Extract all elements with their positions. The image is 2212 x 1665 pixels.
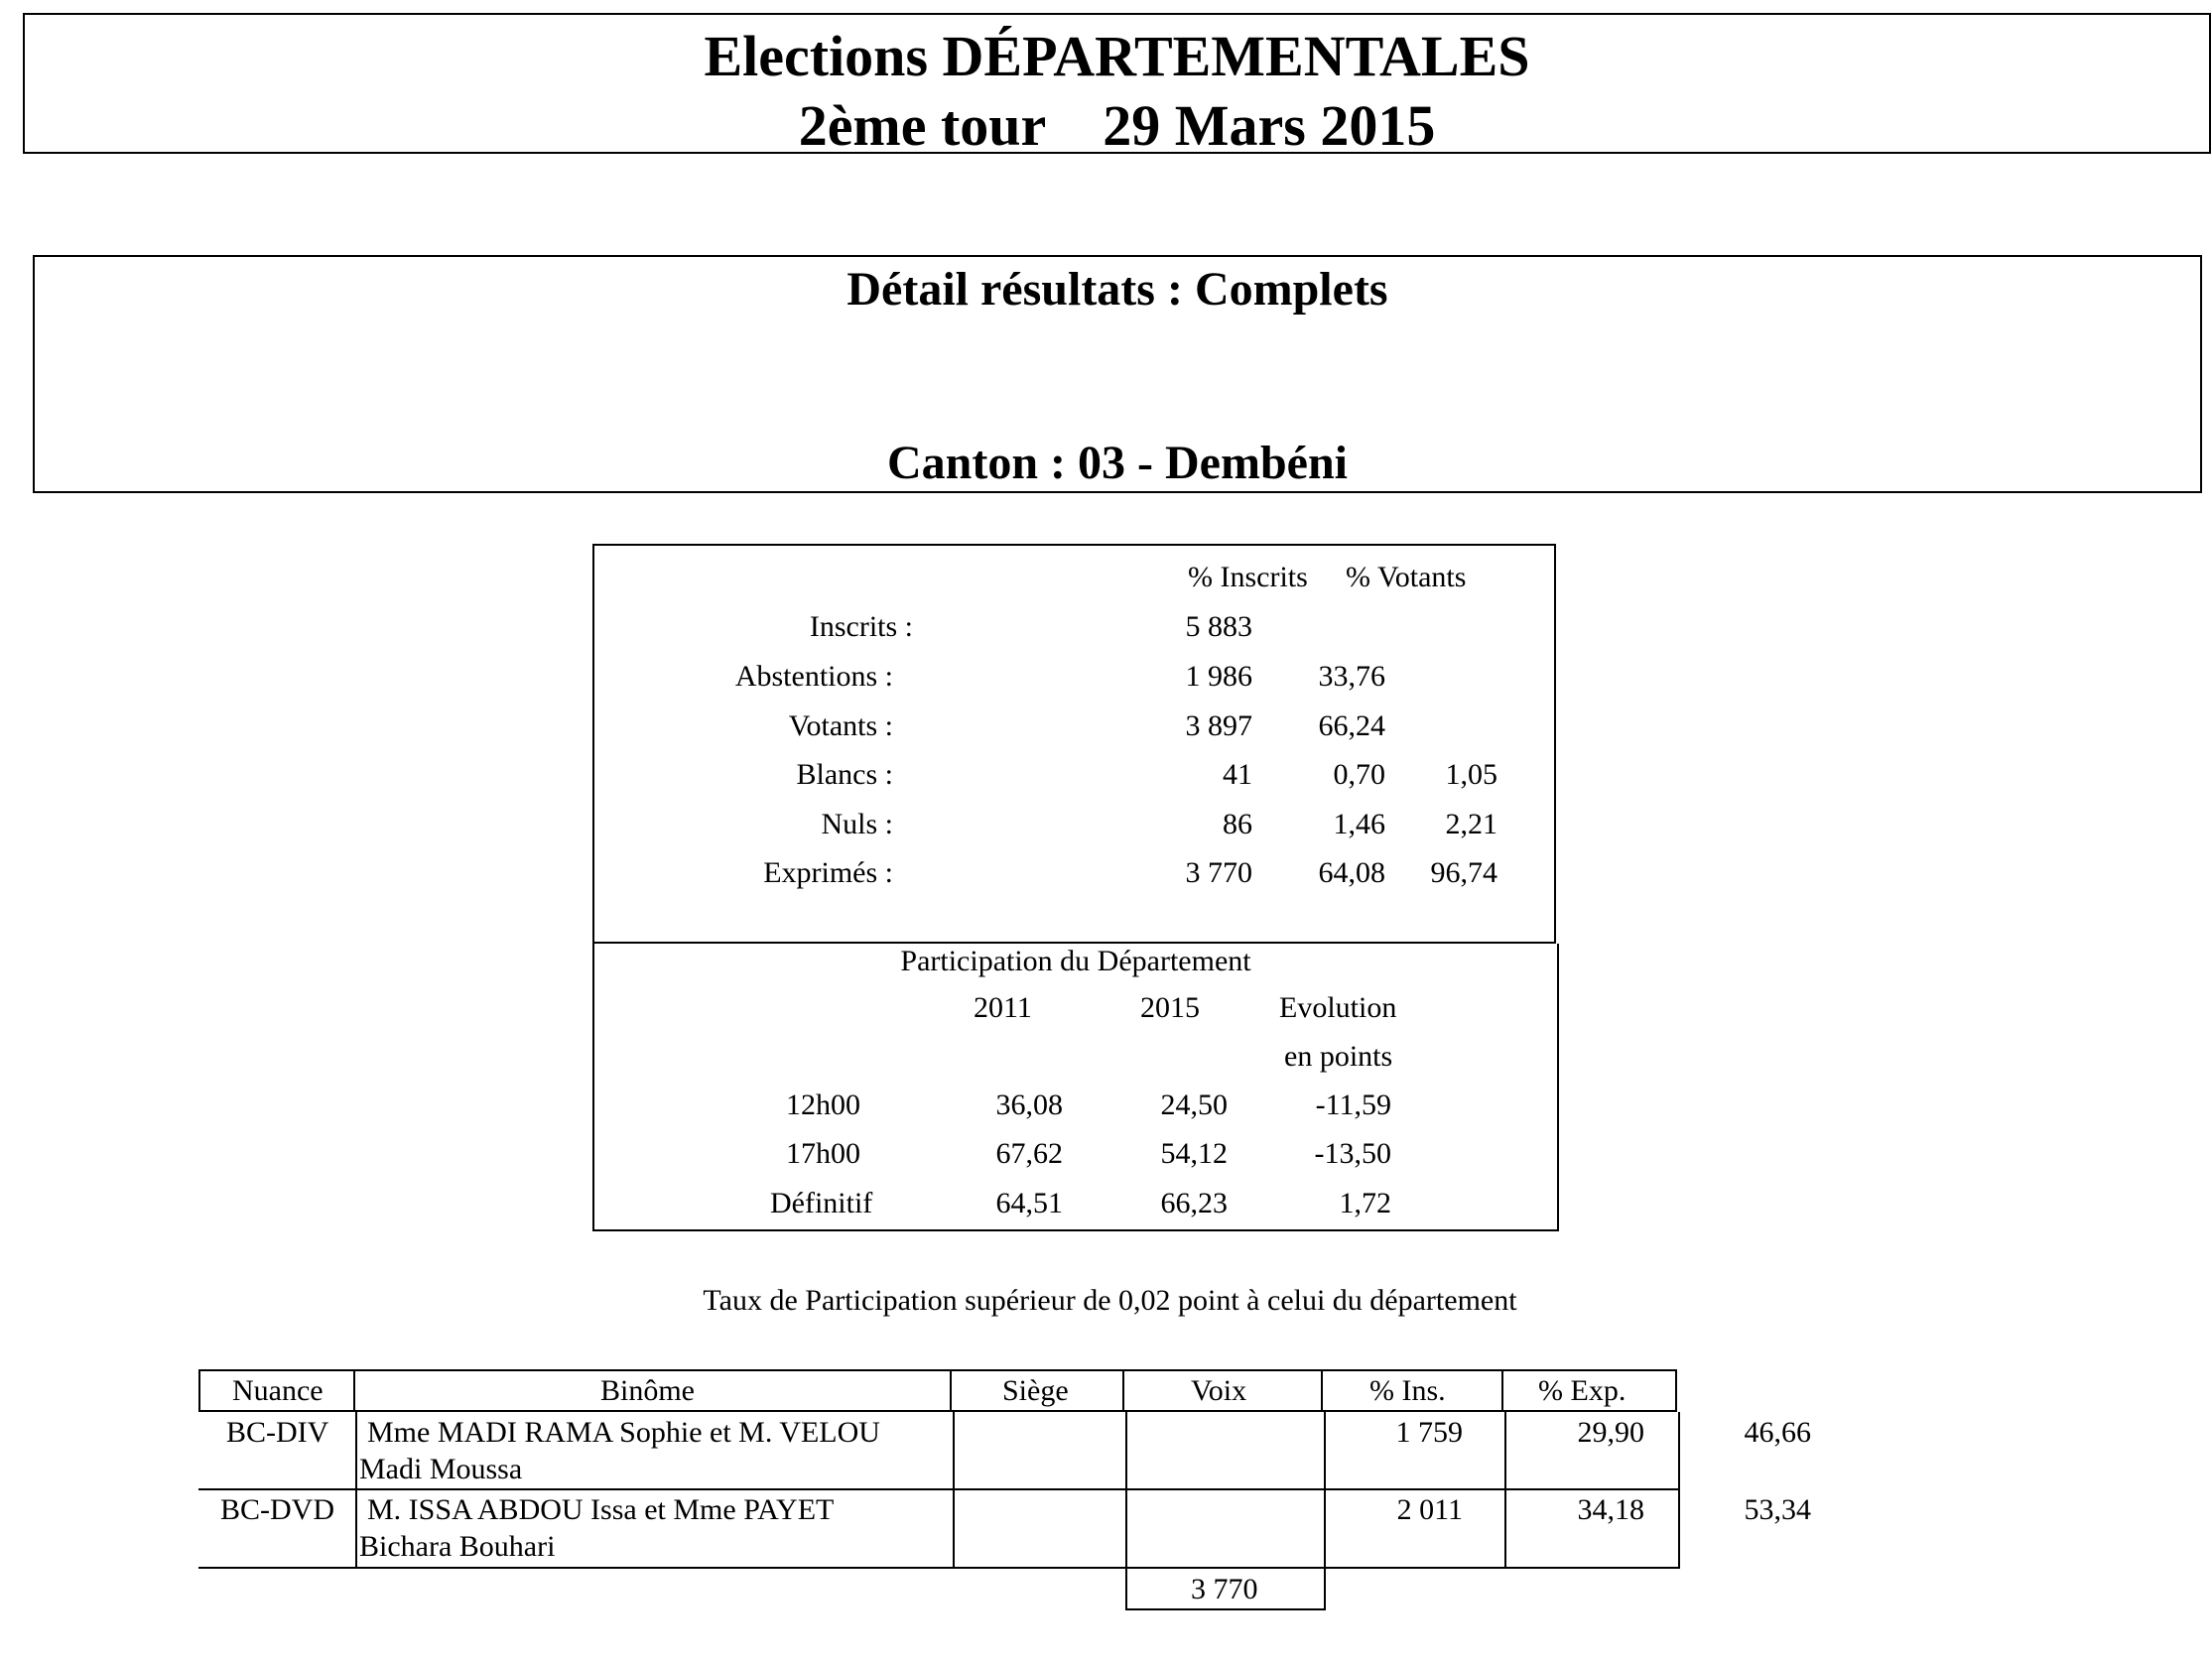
candidate-binome-line1: M. ISSA ABDOU Issa et Mme PAYET — [367, 1493, 835, 1526]
detail-title: Détail résultats : Complets — [846, 263, 1388, 316]
stat-label: Nuls : — [821, 808, 893, 840]
col-header-en-points: en points — [1284, 1040, 1393, 1073]
col-header-2011: 2011 — [974, 991, 1032, 1024]
stat-label: Blancs : — [796, 758, 893, 791]
stat-value: 41 — [1223, 758, 1252, 791]
stat-pct-inscrits: 64,08 — [1318, 856, 1385, 889]
candidate-pct-ins: 34,18 — [1577, 1493, 1644, 1526]
participation-evolution: 1,72 — [1339, 1187, 1391, 1219]
candidate-voix: 2 011 — [1396, 1493, 1463, 1526]
col-header-pct-votants: % Votants — [1346, 561, 1467, 593]
stat-label: Exprimés : — [763, 856, 893, 889]
header-box — [23, 13, 2211, 158]
participation-evolution: -11,59 — [1315, 1089, 1391, 1121]
col-header-voix: Voix — [1191, 1374, 1247, 1407]
stat-label: Abstentions : — [734, 660, 893, 693]
stat-pct-inscrits: 1,46 — [1333, 808, 1385, 840]
candidate-binome-line1: Mme MADI RAMA Sophie et M. VELOU — [367, 1416, 880, 1449]
participation-2011: 36,08 — [995, 1089, 1063, 1121]
participation-row-label: Définitif — [770, 1187, 873, 1219]
candidate-pct-exp: 53,34 — [1744, 1493, 1811, 1526]
election-round-date: 2ème tour 29 Mars 2015 — [798, 93, 1436, 158]
participation-2015: 54,12 — [1160, 1137, 1228, 1170]
canton-title: Canton : 03 - Dembéni — [887, 437, 1348, 489]
participation-table — [592, 944, 1559, 1231]
col-header-2015: 2015 — [1140, 991, 1200, 1024]
candidate-voix: 1 759 — [1395, 1416, 1463, 1449]
candidate-binome-line2: Madi Moussa — [359, 1453, 523, 1485]
col-header-binome: Binôme — [600, 1374, 695, 1407]
candidate-pct-exp: 46,66 — [1744, 1416, 1811, 1449]
stat-value: 1 986 — [1185, 660, 1252, 693]
stat-value: 3 897 — [1185, 709, 1252, 742]
candidate-nuance: BC-DVD — [220, 1493, 335, 1526]
participation-row-label: 17h00 — [786, 1137, 860, 1170]
stat-value: 5 883 — [1185, 610, 1252, 643]
participation-row-label: 12h00 — [786, 1089, 860, 1121]
stats-table — [592, 544, 1556, 944]
col-header-nuance: Nuance — [232, 1374, 324, 1407]
col-header-siege: Siège — [1002, 1374, 1069, 1407]
participation-note: Taux de Participation supérieur de 0,02 point à celui du département — [703, 1284, 1517, 1317]
participation-2015: 66,23 — [1160, 1187, 1228, 1219]
stat-pct-votants: 96,74 — [1430, 856, 1497, 889]
stat-pct-inscrits: 66,24 — [1318, 709, 1385, 742]
detail-box — [33, 255, 2202, 493]
stat-label: Votants : — [788, 709, 893, 742]
total-voix: 3 770 — [1191, 1573, 1258, 1605]
participation-2011: 67,62 — [995, 1137, 1063, 1170]
stat-pct-inscrits: 33,76 — [1318, 660, 1385, 693]
col-header-pct-inscrits: % Inscrits — [1188, 561, 1308, 593]
col-header-evolution: Evolution — [1279, 991, 1397, 1024]
candidate-nuance: BC-DIV — [226, 1416, 329, 1449]
participation-title: Participation du Département — [900, 945, 1251, 977]
stat-pct-inscrits: 0,70 — [1333, 758, 1385, 791]
participation-2011: 64,51 — [995, 1187, 1063, 1219]
participation-evolution: -13,50 — [1314, 1137, 1391, 1170]
participation-2015: 24,50 — [1160, 1089, 1228, 1121]
stat-pct-votants: 2,21 — [1445, 808, 1497, 840]
col-header-pct-exp: % Exp. — [1538, 1374, 1626, 1407]
candidate-binome-line2: Bichara Bouhari — [359, 1530, 556, 1563]
candidates-table — [198, 1369, 1811, 1617]
candidate-pct-ins: 29,90 — [1577, 1416, 1644, 1449]
election-title: Elections DÉPARTEMENTALES — [704, 24, 1530, 88]
col-header-pct-ins: % Ins. — [1369, 1374, 1446, 1407]
stat-value: 3 770 — [1185, 856, 1252, 889]
stat-label: Inscrits : — [809, 610, 913, 643]
stat-pct-votants: 1,05 — [1445, 758, 1497, 791]
stat-value: 86 — [1223, 808, 1252, 840]
